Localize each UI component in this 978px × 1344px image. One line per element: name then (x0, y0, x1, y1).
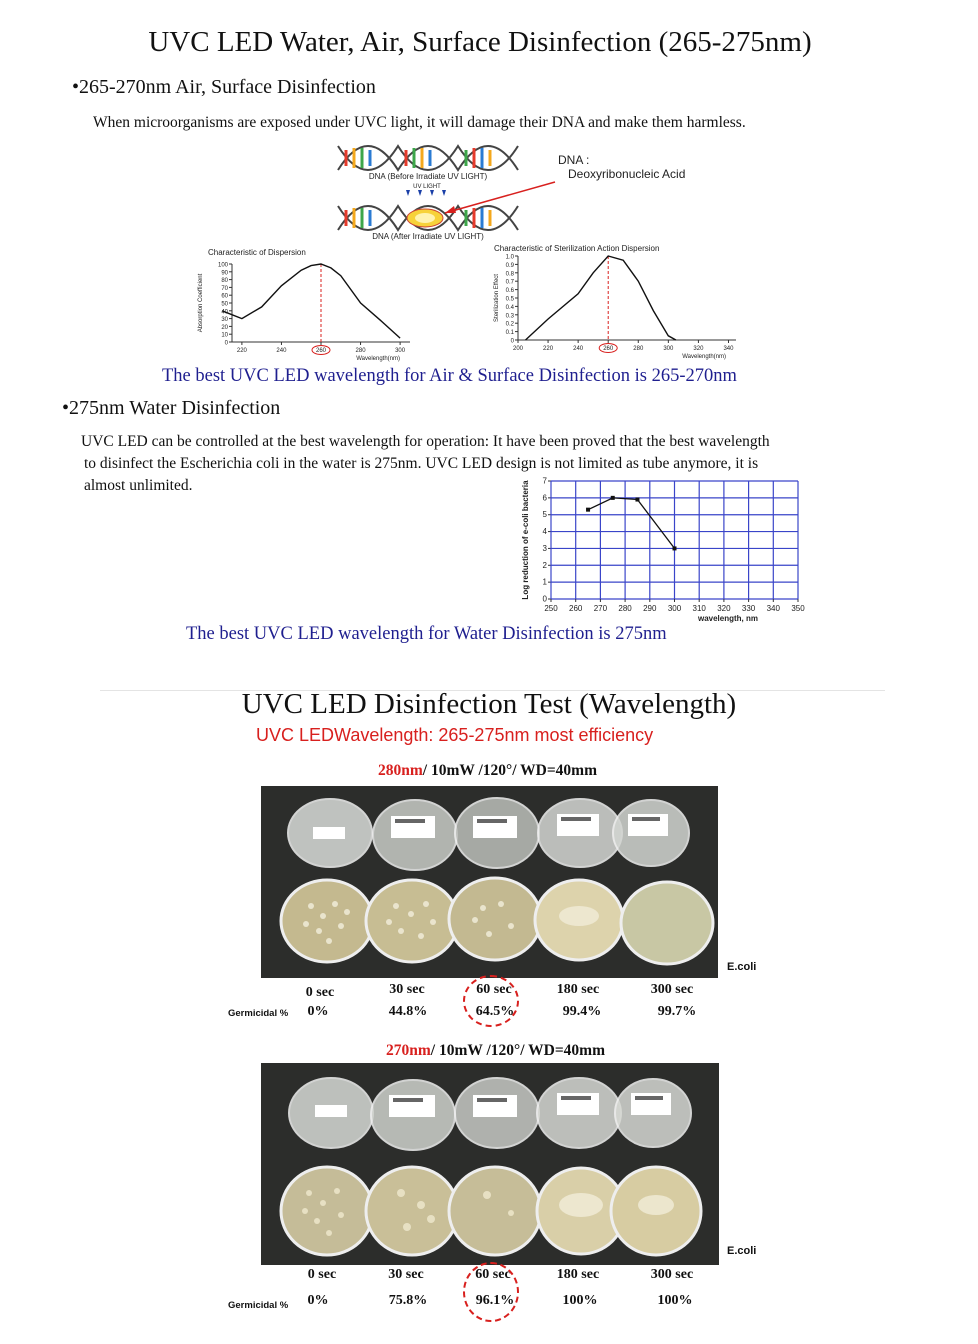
uv-light-label: UV LIGHT (413, 184, 441, 190)
x-tick-label: 250 (544, 604, 558, 613)
time-0s-280: 0 sec (305, 985, 335, 1000)
y-tick-label: 10 (221, 332, 228, 339)
dna-after-label: DNA (After Irradiate UV LIGHT) (372, 232, 484, 241)
petri-dishes-280nm (261, 786, 718, 978)
germ-180s-280: 99.4% (562, 1004, 602, 1019)
y-tick-label: 40 (221, 309, 228, 316)
dna-before-label: DNA (Before Irradiate UV LIGHT) (368, 172, 488, 181)
callout-arrow (445, 182, 555, 213)
germ-60s-280: 64.5% (475, 1004, 515, 1019)
time-30s-270: 30 sec (388, 1267, 424, 1282)
germ-30s-270: 75.8% (388, 1293, 428, 1308)
y-tick-label: 70 (221, 285, 228, 292)
x-tick-label: 260 (603, 346, 614, 352)
bullet-air-surface: •265-270nm Air, Surface Disinfection (72, 76, 376, 98)
germ-60s-270: 96.1% (475, 1293, 515, 1308)
y-tick-label: 5 (542, 510, 547, 520)
y-tick-label: 7 (542, 476, 547, 486)
time-300s-270: 300 sec (650, 1267, 694, 1282)
dna-illustration (300, 138, 760, 244)
y-tick-label: 0.5 (505, 296, 514, 303)
test2-conditions (386, 1042, 605, 1060)
y-tick-label: 3 (542, 543, 547, 553)
y-tick-label: 80 (221, 278, 228, 285)
x-tick-label: 280 (355, 348, 366, 354)
petri-dish-photo-280nm (261, 786, 718, 978)
data-point (611, 496, 615, 500)
data-point (586, 508, 590, 512)
y-tick-label: 0 (510, 338, 514, 345)
x-tick-label: 340 (723, 346, 734, 352)
dna-helix-after (338, 206, 518, 230)
x-tick-label: 300 (663, 346, 674, 352)
x-tick-label: 340 (766, 604, 780, 613)
ecoli-label-270: E.coli (727, 1245, 757, 1257)
germ-0s-270: 0% (307, 1293, 329, 1308)
bullet-water: •275nm Water Disinfection (62, 397, 281, 419)
series-line (526, 256, 676, 340)
chart-sterilization (492, 242, 757, 358)
test-title: UVC LED Disinfection Test (Wavelength) (241, 688, 737, 720)
page-title: UVC LED Water, Air, Surface Disinfection (265-275nm) (148, 26, 812, 58)
x-tick-label: 220 (543, 346, 554, 352)
y-tick-label: 0 (224, 340, 228, 347)
chart-log-reduction (518, 478, 808, 628)
ecoli-label-280: E.coli (727, 961, 757, 973)
x-tick-label: 300 (395, 348, 406, 354)
time-60s-270: 60 sec (475, 1267, 511, 1282)
germ-180s-270: 100% (562, 1293, 598, 1308)
bottom-row-dishes (281, 878, 713, 964)
x-tick-label: 350 (791, 604, 805, 613)
germ-300s-280: 99.7% (657, 1004, 697, 1019)
x-axis-label: wavelength, nm (697, 614, 758, 623)
x-tick-label: 260 (569, 604, 583, 613)
x-tick-label: 200 (512, 346, 524, 352)
water-paragraph-line3: almost unlimited. (84, 477, 193, 494)
y-tick-label: 0.4 (505, 304, 514, 311)
x-tick-label: 240 (573, 346, 584, 352)
test2-wavelength: 270nm (386, 1042, 431, 1059)
y-tick-label: 30 (221, 317, 228, 324)
test1-condition-text: / 10mW /120°/ WD=40mm (422, 762, 597, 779)
top-row-dishes (288, 798, 689, 870)
data-point (635, 498, 639, 502)
germ-0s-280: 0% (307, 1004, 329, 1019)
time-0s-270: 0 sec (307, 1267, 337, 1282)
chart-dispersion (196, 246, 416, 362)
y-tick-label: 1.0 (505, 254, 514, 261)
highlight-circle-270 (463, 1262, 519, 1322)
x-tick-label: 220 (236, 348, 247, 354)
y-tick-label: 0.1 (505, 330, 514, 337)
y-tick-label: 50 (221, 301, 228, 308)
germicidal-label-270: Germicidal % (228, 1300, 289, 1311)
x-tick-label: 280 (633, 346, 644, 352)
x-tick-label: 270 (593, 604, 608, 613)
y-tick-label: 0 (542, 594, 547, 604)
caption-water: The best UVC LED wavelength for Water Disinfection is 275nm (186, 624, 667, 644)
test1-wavelength: 280nm (378, 762, 423, 779)
y-tick-label: 2 (542, 560, 547, 570)
test2-condition-text: / 10mW /120°/ WD=40mm (430, 1042, 605, 1059)
y-tick-label: 6 (542, 493, 547, 503)
dna-callout-title: DNA : (558, 153, 590, 167)
germicidal-label-280: Germicidal % (228, 1008, 289, 1019)
bottom-row-dishes-270 (281, 1167, 701, 1255)
y-tick-label: 1 (542, 577, 547, 587)
petri-dishes-270nm (261, 1063, 719, 1265)
chart-title: Characteristic of Sterilization Action Dispersion (494, 244, 660, 253)
y-tick-label: 0.3 (505, 313, 514, 320)
water-paragraph-line2: to disinfect the Escherichia coli in the water is 275nm. UVC LED design is not limited as tube anymore, it is (84, 455, 759, 472)
test1-conditions (378, 762, 597, 780)
x-tick-label: 310 (692, 604, 706, 613)
y-tick-label: 0.6 (505, 288, 514, 295)
y-tick-label: 20 (221, 324, 228, 331)
x-tick-label: 300 (667, 604, 682, 613)
y-tick-label: 90 (221, 270, 228, 277)
x-tick-label: 280 (618, 604, 632, 613)
x-tick-label: 240 (276, 348, 287, 354)
time-60s-280: 60 sec (476, 982, 512, 997)
water-paragraph-line1: UVC LED can be controlled at the best wavelength for operation: It have been proved that the best wavelength (81, 433, 770, 450)
dna-helix-before (338, 146, 518, 170)
y-axis-label: Sterilization Effect (494, 274, 500, 322)
x-axis-label: Wavelength(nm) (682, 354, 726, 360)
y-tick-label: 60 (221, 293, 228, 300)
petri-dish-photo-270nm (261, 1063, 719, 1265)
time-30s-280: 30 sec (389, 982, 425, 997)
time-180s-280: 180 sec (556, 982, 600, 997)
intro-paragraph: When microorganisms are exposed under UVC light, it will damage their DNA and make them harmless. (93, 114, 746, 131)
x-tick-label: 320 (717, 604, 731, 613)
y-axis-label: Absorption Coefficient (198, 273, 204, 333)
x-tick-label: 320 (693, 346, 704, 352)
x-tick-label: 290 (643, 604, 657, 613)
x-axis-label: Wavelength(nm) (356, 356, 400, 362)
highlight-circle-280 (463, 975, 519, 1027)
top-row-dishes-270 (289, 1078, 691, 1150)
x-tick-label: 330 (741, 604, 756, 613)
y-tick-label: 100 (217, 262, 228, 269)
dna-callout-text: Deoxyribonucleic Acid (568, 167, 686, 181)
time-300s-280: 300 sec (650, 982, 694, 997)
time-180s-270: 180 sec (556, 1267, 600, 1282)
uv-arrows (406, 190, 446, 196)
y-tick-label: 0.9 (505, 262, 514, 269)
y-axis-label: Log reduction of e-coli bacteria (521, 480, 530, 600)
caption-air-surface: The best UVC LED wavelength for Air & Surface Disinfection is 265-270nm (162, 366, 737, 386)
test-subtitle: UVC LEDWavelength: 265-275nm most efficiency (256, 725, 654, 745)
chart-title: Characteristic of Dispersion (208, 248, 306, 257)
data-point (673, 546, 677, 550)
series-line (222, 264, 400, 338)
y-tick-label: 4 (542, 527, 547, 537)
germ-30s-280: 44.8% (388, 1004, 428, 1019)
germ-300s-270: 100% (657, 1293, 693, 1308)
x-tick-label: 260 (315, 348, 327, 354)
y-tick-label: 0.2 (505, 321, 514, 328)
y-tick-label: 0.8 (505, 271, 514, 278)
y-tick-label: 0.7 (505, 279, 514, 286)
